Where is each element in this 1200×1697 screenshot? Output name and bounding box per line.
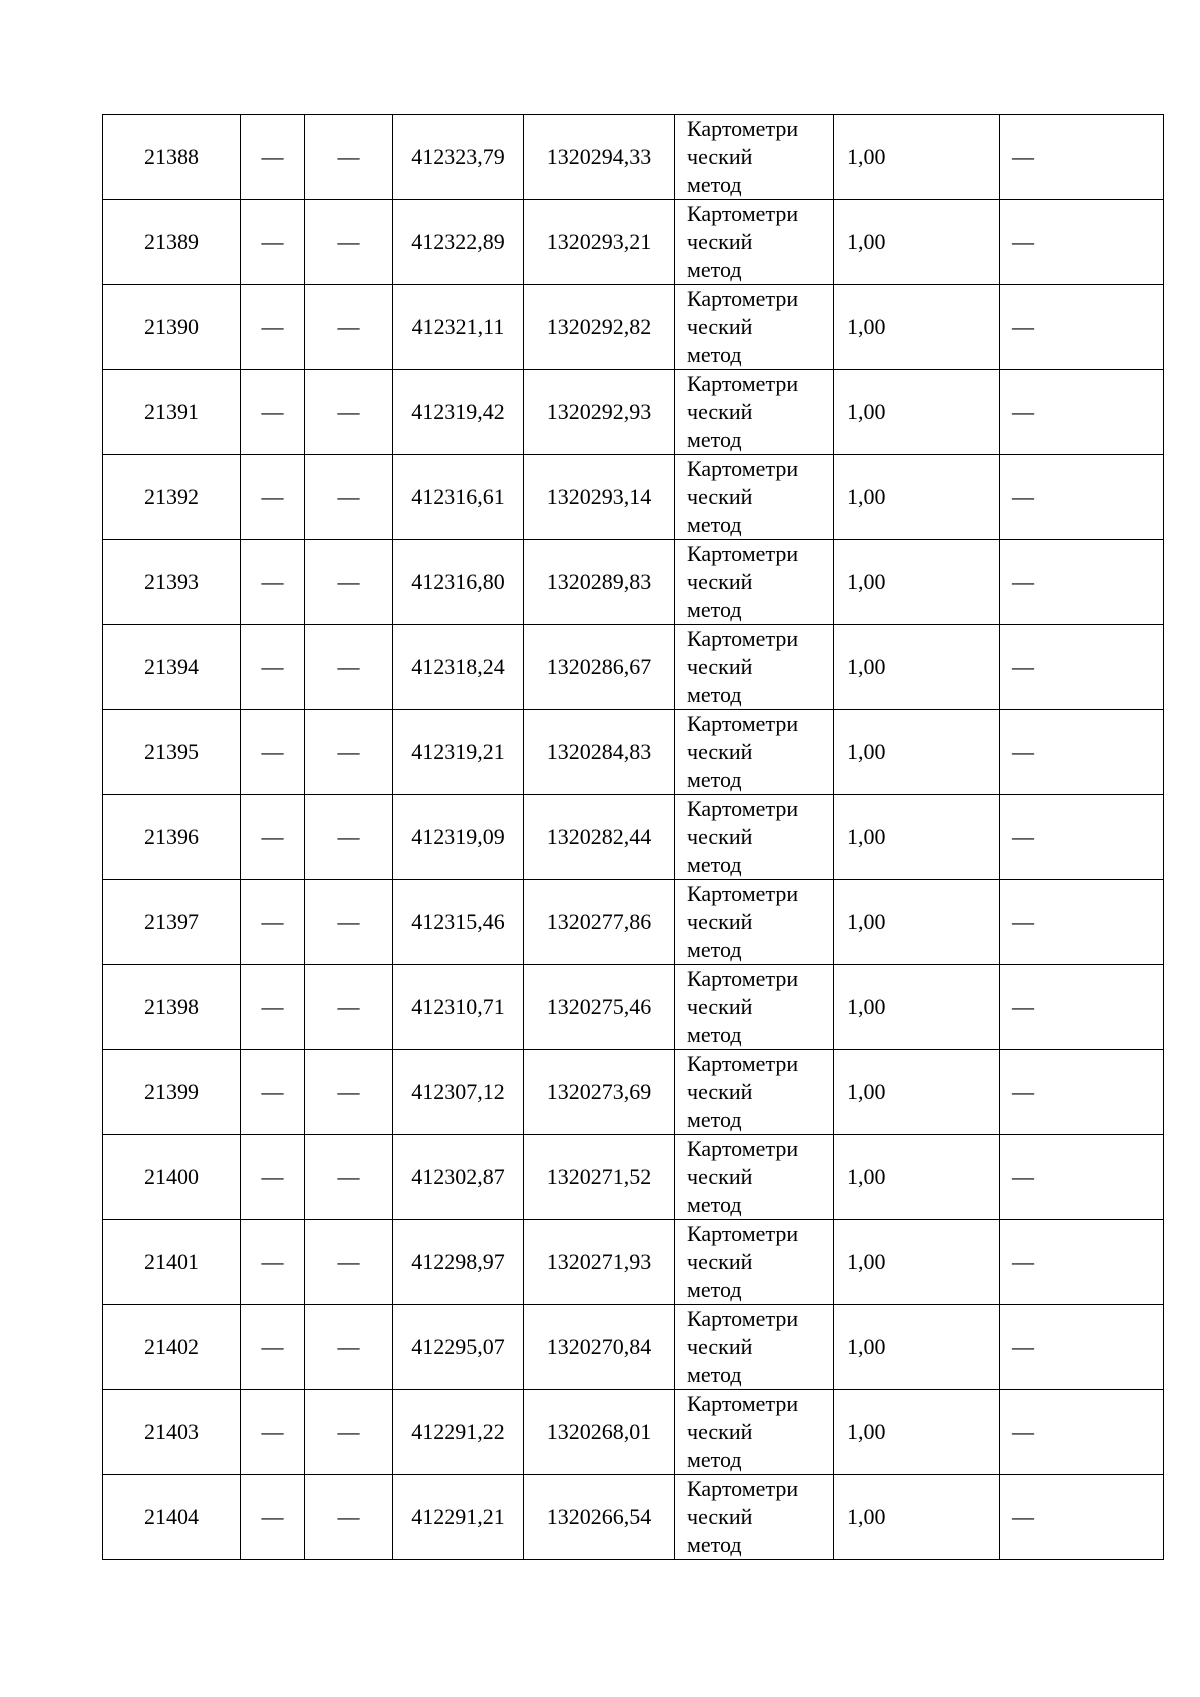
- x-coordinate-cell: 412323,79: [393, 115, 524, 200]
- method-line: метод: [687, 1022, 742, 1047]
- old-y-cell: —: [305, 540, 393, 625]
- point-number-cell: 21388: [103, 115, 241, 200]
- method-line: метод: [687, 427, 742, 452]
- table-row: [103, 710, 1164, 795]
- method-line: метод: [687, 1107, 742, 1132]
- method-line: Картометри: [687, 711, 799, 736]
- y-coordinate-cell: 1320271,52: [524, 1135, 675, 1220]
- description-cell: —: [1000, 1475, 1164, 1560]
- old-y-cell: —: [305, 795, 393, 880]
- table-row: [103, 1305, 1164, 1390]
- old-y-cell: —: [305, 1305, 393, 1390]
- accuracy-cell: 1,00: [834, 795, 1000, 880]
- old-x-cell: —: [241, 710, 305, 795]
- old-y-cell: —: [305, 285, 393, 370]
- table-row: [103, 1475, 1164, 1560]
- old-x-cell: —: [241, 370, 305, 455]
- coordinates-table: [102, 114, 1164, 1560]
- point-number-cell: 21400: [103, 1135, 241, 1220]
- method-line: ческий: [687, 1249, 753, 1274]
- accuracy-cell: 1,00: [834, 1305, 1000, 1390]
- method-cell: [675, 710, 834, 795]
- y-coordinate-cell: 1320293,21: [524, 200, 675, 285]
- old-y-cell: —: [305, 880, 393, 965]
- method-line: ческий: [687, 1419, 753, 1444]
- point-number-cell: 21404: [103, 1475, 241, 1560]
- method-line: Картометри: [687, 1306, 799, 1331]
- method-line: метод: [687, 1447, 742, 1472]
- accuracy-cell: 1,00: [834, 1220, 1000, 1305]
- old-x-cell: —: [241, 115, 305, 200]
- method-line: ческий: [687, 569, 753, 594]
- x-coordinate-cell: 412316,61: [393, 455, 524, 540]
- old-x-cell: —: [241, 795, 305, 880]
- x-coordinate-cell: 412316,80: [393, 540, 524, 625]
- method-line: Картометри: [687, 456, 799, 481]
- accuracy-cell: 1,00: [834, 370, 1000, 455]
- point-number-cell: 21389: [103, 200, 241, 285]
- table-row: [103, 370, 1164, 455]
- point-number-cell: 21396: [103, 795, 241, 880]
- accuracy-cell: 1,00: [834, 710, 1000, 795]
- y-coordinate-cell: 1320282,44: [524, 795, 675, 880]
- method-line: метод: [687, 682, 742, 707]
- x-coordinate-cell: 412319,09: [393, 795, 524, 880]
- y-coordinate-cell: 1320268,01: [524, 1390, 675, 1475]
- method-line: ческий: [687, 1164, 753, 1189]
- x-coordinate-cell: 412302,87: [393, 1135, 524, 1220]
- y-coordinate-cell: 1320294,33: [524, 115, 675, 200]
- accuracy-cell: 1,00: [834, 1135, 1000, 1220]
- point-number-cell: 21402: [103, 1305, 241, 1390]
- description-cell: —: [1000, 540, 1164, 625]
- description-cell: —: [1000, 625, 1164, 710]
- x-coordinate-cell: 412307,12: [393, 1050, 524, 1135]
- accuracy-cell: 1,00: [834, 1050, 1000, 1135]
- point-number-cell: 21395: [103, 710, 241, 795]
- table-row: [103, 540, 1164, 625]
- old-y-cell: —: [305, 625, 393, 710]
- method-line: Картометри: [687, 286, 799, 311]
- y-coordinate-cell: 1320273,69: [524, 1050, 675, 1135]
- method-line: ческий: [687, 314, 753, 339]
- method-cell: [675, 1305, 834, 1390]
- accuracy-cell: 1,00: [834, 115, 1000, 200]
- method-line: метод: [687, 937, 742, 962]
- y-coordinate-cell: 1320277,86: [524, 880, 675, 965]
- y-coordinate-cell: 1320275,46: [524, 965, 675, 1050]
- y-coordinate-cell: 1320286,67: [524, 625, 675, 710]
- old-x-cell: —: [241, 625, 305, 710]
- description-cell: —: [1000, 285, 1164, 370]
- method-line: ческий: [687, 1334, 753, 1359]
- table-row: [103, 965, 1164, 1050]
- table-row: [103, 625, 1164, 710]
- description-cell: —: [1000, 200, 1164, 285]
- point-number-cell: 21390: [103, 285, 241, 370]
- method-line: ческий: [687, 144, 753, 169]
- method-line: ческий: [687, 994, 753, 1019]
- x-coordinate-cell: 412319,21: [393, 710, 524, 795]
- method-line: ческий: [687, 909, 753, 934]
- method-cell: [675, 1135, 834, 1220]
- method-line: метод: [687, 512, 742, 537]
- method-line: Картометри: [687, 541, 799, 566]
- method-cell: [675, 1475, 834, 1560]
- old-y-cell: —: [305, 965, 393, 1050]
- method-line: Картометри: [687, 1221, 799, 1246]
- method-cell: [675, 625, 834, 710]
- description-cell: —: [1000, 370, 1164, 455]
- description-cell: —: [1000, 1135, 1164, 1220]
- y-coordinate-cell: 1320284,83: [524, 710, 675, 795]
- method-line: Картометри: [687, 371, 799, 396]
- accuracy-cell: 1,00: [834, 540, 1000, 625]
- accuracy-cell: 1,00: [834, 880, 1000, 965]
- x-coordinate-cell: 412291,21: [393, 1475, 524, 1560]
- point-number-cell: 21392: [103, 455, 241, 540]
- x-coordinate-cell: 412315,46: [393, 880, 524, 965]
- table-row: [103, 880, 1164, 965]
- accuracy-cell: 1,00: [834, 455, 1000, 540]
- method-line: Картометри: [687, 1136, 799, 1161]
- old-y-cell: —: [305, 1390, 393, 1475]
- y-coordinate-cell: 1320293,14: [524, 455, 675, 540]
- old-y-cell: —: [305, 370, 393, 455]
- x-coordinate-cell: 412291,22: [393, 1390, 524, 1475]
- method-cell: [675, 795, 834, 880]
- description-cell: —: [1000, 965, 1164, 1050]
- point-number-cell: 21401: [103, 1220, 241, 1305]
- point-number-cell: 21399: [103, 1050, 241, 1135]
- method-line: Картометри: [687, 966, 799, 991]
- method-line: ческий: [687, 1504, 753, 1529]
- description-cell: —: [1000, 1220, 1164, 1305]
- old-x-cell: —: [241, 540, 305, 625]
- method-line: метод: [687, 257, 742, 282]
- old-y-cell: —: [305, 1475, 393, 1560]
- method-cell: [675, 285, 834, 370]
- point-number-cell: 21397: [103, 880, 241, 965]
- table-body: [103, 115, 1164, 1560]
- old-x-cell: —: [241, 1135, 305, 1220]
- table-row: [103, 1050, 1164, 1135]
- method-line: Картометри: [687, 881, 799, 906]
- point-number-cell: 21391: [103, 370, 241, 455]
- method-line: Картометри: [687, 626, 799, 651]
- y-coordinate-cell: 1320271,93: [524, 1220, 675, 1305]
- table-row: [103, 795, 1164, 880]
- description-cell: —: [1000, 710, 1164, 795]
- method-line: метод: [687, 767, 742, 792]
- point-number-cell: 21403: [103, 1390, 241, 1475]
- description-cell: —: [1000, 455, 1164, 540]
- method-cell: [675, 965, 834, 1050]
- method-line: Картометри: [687, 1476, 799, 1501]
- point-number-cell: 21398: [103, 965, 241, 1050]
- method-cell: [675, 370, 834, 455]
- method-line: ческий: [687, 654, 753, 679]
- method-line: Картометри: [687, 201, 799, 226]
- method-cell: [675, 200, 834, 285]
- table-row: [103, 455, 1164, 540]
- method-line: Картометри: [687, 1391, 799, 1416]
- table-row: [103, 1135, 1164, 1220]
- accuracy-cell: 1,00: [834, 1475, 1000, 1560]
- description-cell: —: [1000, 1305, 1164, 1390]
- method-line: метод: [687, 852, 742, 877]
- y-coordinate-cell: 1320270,84: [524, 1305, 675, 1390]
- old-x-cell: —: [241, 880, 305, 965]
- method-line: Картометри: [687, 1051, 799, 1076]
- method-line: ческий: [687, 399, 753, 424]
- x-coordinate-cell: 412298,97: [393, 1220, 524, 1305]
- point-number-cell: 21393: [103, 540, 241, 625]
- y-coordinate-cell: 1320292,82: [524, 285, 675, 370]
- method-line: метод: [687, 597, 742, 622]
- old-x-cell: —: [241, 200, 305, 285]
- table-row: [103, 115, 1164, 200]
- point-number-cell: 21394: [103, 625, 241, 710]
- method-line: ческий: [687, 229, 753, 254]
- description-cell: —: [1000, 880, 1164, 965]
- table-row: [103, 1390, 1164, 1475]
- old-y-cell: —: [305, 710, 393, 795]
- method-line: метод: [687, 342, 742, 367]
- old-y-cell: —: [305, 200, 393, 285]
- old-y-cell: —: [305, 1050, 393, 1135]
- old-y-cell: —: [305, 115, 393, 200]
- accuracy-cell: 1,00: [834, 200, 1000, 285]
- method-line: метод: [687, 172, 742, 197]
- method-line: метод: [687, 1192, 742, 1217]
- method-line: ческий: [687, 739, 753, 764]
- y-coordinate-cell: 1320292,93: [524, 370, 675, 455]
- method-line: метод: [687, 1532, 742, 1557]
- method-line: метод: [687, 1362, 742, 1387]
- y-coordinate-cell: 1320289,83: [524, 540, 675, 625]
- accuracy-cell: 1,00: [834, 965, 1000, 1050]
- method-cell: [675, 1050, 834, 1135]
- old-y-cell: —: [305, 455, 393, 540]
- old-x-cell: —: [241, 965, 305, 1050]
- x-coordinate-cell: 412321,11: [393, 285, 524, 370]
- accuracy-cell: 1,00: [834, 625, 1000, 710]
- x-coordinate-cell: 412319,42: [393, 370, 524, 455]
- method-cell: [675, 455, 834, 540]
- old-x-cell: —: [241, 1050, 305, 1135]
- method-cell: [675, 1220, 834, 1305]
- description-cell: —: [1000, 1050, 1164, 1135]
- method-cell: [675, 540, 834, 625]
- accuracy-cell: 1,00: [834, 1390, 1000, 1475]
- old-x-cell: —: [241, 455, 305, 540]
- method-line: ческий: [687, 1079, 753, 1104]
- description-cell: —: [1000, 115, 1164, 200]
- method-line: ческий: [687, 484, 753, 509]
- method-line: метод: [687, 1277, 742, 1302]
- old-y-cell: —: [305, 1220, 393, 1305]
- table-row: [103, 200, 1164, 285]
- old-y-cell: —: [305, 1135, 393, 1220]
- method-line: Картометри: [687, 116, 799, 141]
- accuracy-cell: 1,00: [834, 285, 1000, 370]
- old-x-cell: —: [241, 1305, 305, 1390]
- old-x-cell: —: [241, 1475, 305, 1560]
- method-cell: [675, 880, 834, 965]
- method-cell: [675, 115, 834, 200]
- description-cell: —: [1000, 1390, 1164, 1475]
- method-line: ческий: [687, 824, 753, 849]
- y-coordinate-cell: 1320266,54: [524, 1475, 675, 1560]
- table-row: [103, 285, 1164, 370]
- method-line: Картометри: [687, 796, 799, 821]
- method-cell: [675, 1390, 834, 1475]
- table-row: [103, 1220, 1164, 1305]
- x-coordinate-cell: 412310,71: [393, 965, 524, 1050]
- old-x-cell: —: [241, 1390, 305, 1475]
- x-coordinate-cell: 412318,24: [393, 625, 524, 710]
- x-coordinate-cell: 412322,89: [393, 200, 524, 285]
- old-x-cell: —: [241, 285, 305, 370]
- old-x-cell: —: [241, 1220, 305, 1305]
- description-cell: —: [1000, 795, 1164, 880]
- x-coordinate-cell: 412295,07: [393, 1305, 524, 1390]
